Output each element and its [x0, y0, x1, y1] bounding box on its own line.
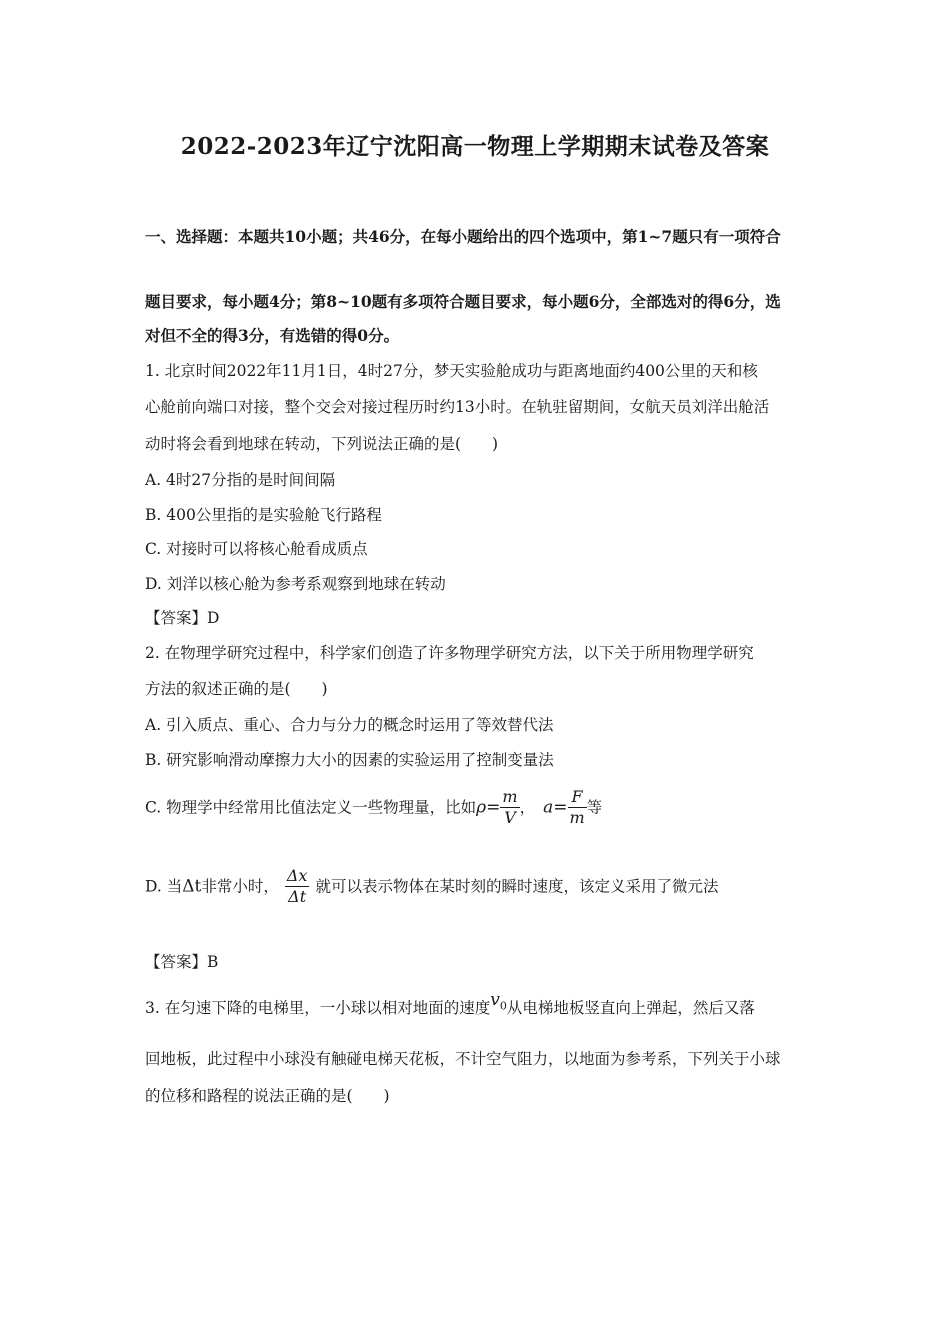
q2-option-c-suffix: 等: [586, 798, 603, 817]
equals-sign: =: [553, 797, 568, 818]
density-fraction: [500, 787, 519, 828]
q2-option-d: [145, 866, 718, 907]
comma: ，: [519, 798, 536, 817]
acceleration-fraction: [568, 787, 587, 828]
page-title: 2022-2023年辽宁沈阳高一物理上学期期末试卷及答案: [180, 133, 770, 160]
answer-label: 【答案】: [145, 953, 208, 971]
q2-answer: [145, 952, 218, 972]
a-symbol: a: [543, 797, 554, 818]
q3-stem-line-1: [145, 990, 755, 1024]
q3-stem-line-3: 的位移和路程的说法正确的是( ): [145, 1087, 390, 1105]
delta-t-symbol: Δt: [182, 876, 202, 897]
q1-stem-line-1: 1. 北京时间2022年11月1日，4时27分，梦天实验舱成功与距离地面约400公里的天和核: [145, 362, 758, 380]
q2-option-c: [145, 787, 602, 828]
fraction-denominator: V: [500, 807, 519, 828]
q3-stem-line-2: 回地板，此过程中小球没有触碰电梯天花板，不计空气阻力，以地面为参考系，下列关于小球: [145, 1050, 781, 1068]
section-header-line-1: 一、选择题：本题共10小题；共46分，在每小题给出的四个选项中，第1~7题只有一项符合: [145, 227, 781, 246]
q2-stem-line-1: 2. 在物理学研究过程中，科学家们创造了许多物理学研究方法，以下关于所用物理学研究: [145, 644, 754, 662]
q1-stem-line-3: 动时将会看到地球在转动，下列说法正确的是( ): [145, 435, 499, 453]
equals-sign: =: [486, 797, 501, 818]
section-header-line-3: 对但不全的得3分，有选错的得0分。: [145, 326, 400, 345]
fraction-numerator: Δx: [286, 866, 308, 885]
q2-stem-line-2: 方法的叙述正确的是( ): [145, 680, 328, 698]
answer-value: D: [207, 609, 220, 627]
q1-option-d: D. 刘洋以核心舱为参考系观察到地球在转动: [145, 575, 446, 593]
v-subscript: 0: [499, 999, 507, 1013]
fraction-numerator: m: [502, 787, 518, 806]
q2-option-d-suffix: 就可以表示物体在某时刻的瞬时速度，该定义采用了微元法: [315, 877, 719, 896]
answer-label: 【答案】: [145, 609, 208, 627]
fraction-denominator: m: [569, 808, 585, 827]
q1-stem-line-2: 心舱前向端口对接，整个交会对接过程历时约13小时。在轨驻留期间，女航天员刘洋出舱活: [145, 398, 770, 416]
q2-option-a: A. 引入质点、重心、合力与分力的概念时运用了等效替代法: [145, 716, 554, 734]
fraction-numerator: F: [571, 787, 583, 806]
rho-symbol: ρ: [476, 797, 487, 818]
q3-line1-suffix: 从电梯地板竖直向上弹起，然后又落: [506, 999, 755, 1017]
fraction-denominator: Δt: [285, 886, 310, 907]
v-letter: v: [490, 990, 500, 1010]
q2-option-d-mid: 非常小时，: [201, 877, 279, 896]
section-header-line-2: 题目要求，每小题4分；第8~10题有多项符合题目要求，每小题6分，全部选对的得6分，选: [145, 292, 781, 311]
answer-value: B: [207, 953, 219, 971]
q1-option-b: B. 400公里指的是实验舱飞行路程: [145, 506, 382, 524]
q2-option-c-prefix: C. 物理学中经常用比值法定义一些物理量，比如: [145, 798, 477, 817]
q2-option-b: B. 研究影响滑动摩擦力大小的因素的实验运用了控制变量法: [145, 751, 554, 769]
q1-answer: [145, 608, 219, 628]
q3-line1-prefix: 3. 在匀速下降的电梯里，一小球以相对地面的速度: [145, 999, 491, 1017]
velocity-fraction: [285, 866, 310, 907]
q2-option-d-prefix: D. 当: [145, 877, 183, 896]
v0-symbol: [490, 990, 507, 1016]
q1-option-c: C. 对接时可以将核心舱看成质点: [145, 540, 368, 558]
q1-option-a: A. 4时27分指的是时间间隔: [145, 471, 336, 489]
